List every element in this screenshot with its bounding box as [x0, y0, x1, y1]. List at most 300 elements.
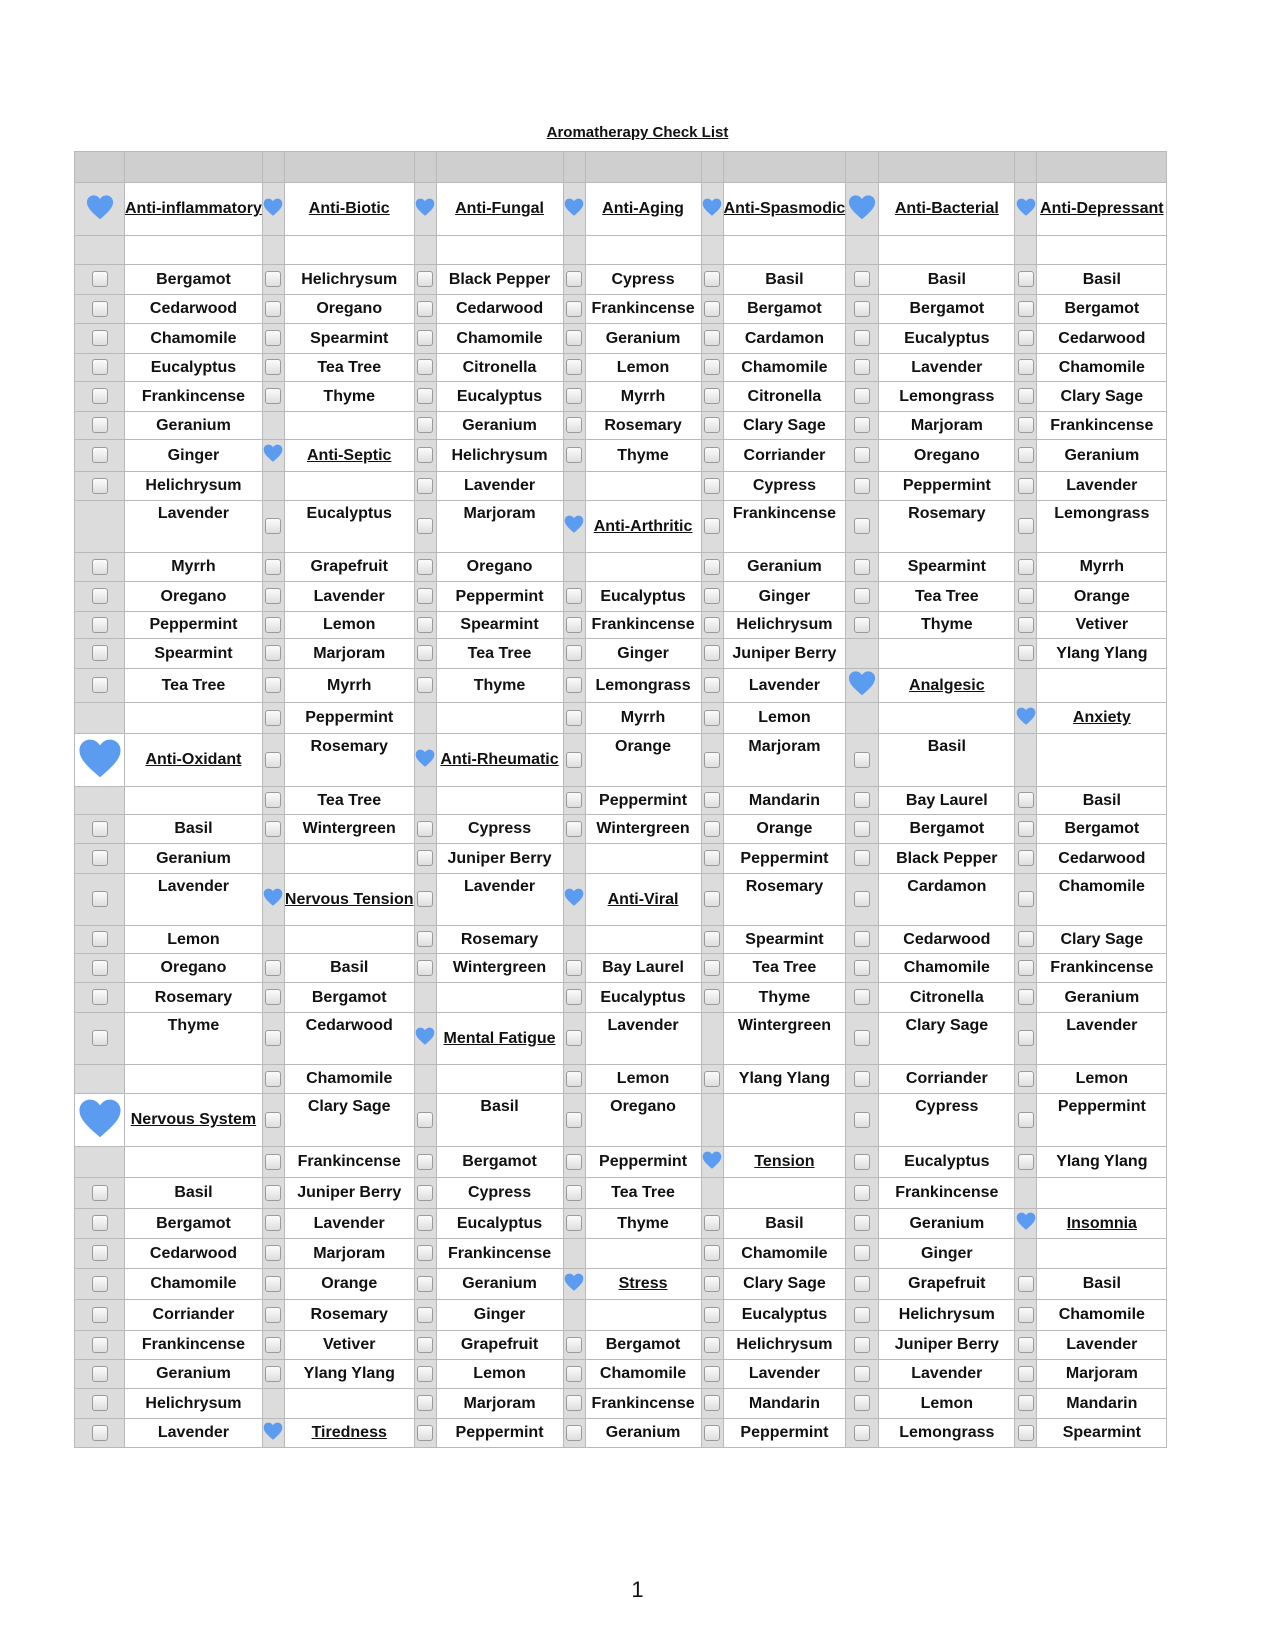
checkbox[interactable]: [1018, 1307, 1034, 1323]
checkbox[interactable]: [704, 330, 720, 346]
checkbox[interactable]: [854, 989, 870, 1005]
checkbox[interactable]: [1018, 617, 1034, 633]
checkbox[interactable]: [1018, 989, 1034, 1005]
checkbox-cell: [563, 669, 585, 703]
oil-name: Bergamot: [125, 265, 263, 295]
checkbox[interactable]: [265, 388, 281, 404]
empty-cell: [1037, 1178, 1167, 1209]
checkbox-cell: [75, 1013, 125, 1065]
checkbox[interactable]: [704, 1276, 720, 1292]
checkbox[interactable]: [854, 588, 870, 604]
checkbox[interactable]: [566, 1337, 582, 1353]
checkbox[interactable]: [417, 1245, 433, 1261]
checkbox[interactable]: [566, 645, 582, 661]
oil-name: Clary Sage: [1037, 926, 1167, 954]
empty-cell: [563, 1300, 585, 1331]
oil-name: Citronella: [879, 983, 1015, 1013]
checkbox[interactable]: [566, 989, 582, 1005]
table-row: [75, 1389, 1167, 1419]
checkbox[interactable]: [566, 301, 582, 317]
checkbox[interactable]: [92, 1245, 108, 1261]
oil-name: Eucalyptus: [125, 354, 263, 382]
checkbox[interactable]: [704, 478, 720, 494]
checkbox[interactable]: [265, 1307, 281, 1323]
checkbox[interactable]: [92, 478, 108, 494]
heart-icon: [848, 193, 876, 226]
checkbox[interactable]: [265, 330, 281, 346]
checkbox-cell: [563, 382, 585, 412]
oil-name: Ginger: [585, 639, 701, 669]
checkbox[interactable]: [92, 989, 108, 1005]
checkbox[interactable]: [566, 588, 582, 604]
checkbox[interactable]: [265, 710, 281, 726]
empty-cell: [262, 1389, 284, 1419]
checkbox[interactable]: [92, 645, 108, 661]
checkbox[interactable]: [265, 989, 281, 1005]
checkbox-cell: [414, 874, 436, 926]
checkbox[interactable]: [566, 1030, 582, 1046]
checkbox-cell: [846, 874, 879, 926]
checkbox[interactable]: [704, 617, 720, 633]
checkbox[interactable]: [566, 1185, 582, 1201]
checkbox[interactable]: [854, 850, 870, 866]
category-heart-cell: [563, 183, 585, 236]
checkbox[interactable]: [417, 1276, 433, 1292]
checkbox[interactable]: [265, 1276, 281, 1292]
checkbox[interactable]: [92, 301, 108, 317]
checkbox-cell: [414, 844, 436, 874]
oil-name: Cedarwood: [284, 1013, 414, 1065]
checkbox[interactable]: [1018, 960, 1034, 976]
table-row: [75, 926, 1167, 954]
checkbox-cell: [1015, 295, 1037, 324]
checkbox[interactable]: [265, 1185, 281, 1201]
checkbox[interactable]: [417, 559, 433, 575]
checkbox[interactable]: [417, 588, 433, 604]
checkbox[interactable]: [417, 271, 433, 287]
oil-name: Cedarwood: [436, 295, 563, 324]
checkbox[interactable]: [854, 1366, 870, 1382]
checkbox[interactable]: [417, 417, 433, 433]
checkbox[interactable]: [704, 1071, 720, 1087]
checkbox[interactable]: [566, 388, 582, 404]
checkbox[interactable]: [566, 1112, 582, 1128]
checkbox-cell: [1015, 324, 1037, 354]
checkbox[interactable]: [1018, 891, 1034, 907]
checkbox[interactable]: [854, 1215, 870, 1231]
checkbox-cell: [701, 582, 723, 612]
checkbox[interactable]: [854, 1425, 870, 1441]
checkbox[interactable]: [704, 1425, 720, 1441]
checkbox[interactable]: [704, 359, 720, 375]
category-heart-cell: [414, 734, 436, 787]
checkbox[interactable]: [417, 891, 433, 907]
checkbox[interactable]: [92, 850, 108, 866]
checkbox[interactable]: [92, 588, 108, 604]
checkbox[interactable]: [854, 1154, 870, 1170]
oil-name: Lemongrass: [585, 669, 701, 703]
oil-name: Marjoram: [436, 501, 563, 553]
checkbox[interactable]: [1018, 388, 1034, 404]
checkbox[interactable]: [1018, 588, 1034, 604]
checkbox[interactable]: [1018, 792, 1034, 808]
checkbox[interactable]: [704, 559, 720, 575]
oil-name: Tea Tree: [125, 669, 263, 703]
empty-cell: [563, 1239, 585, 1269]
checkbox[interactable]: [854, 792, 870, 808]
oil-name: Cedarwood: [1037, 324, 1167, 354]
checkbox[interactable]: [854, 1337, 870, 1353]
checkbox-cell: [414, 1419, 436, 1448]
checkbox[interactable]: [566, 792, 582, 808]
checkbox[interactable]: [92, 447, 108, 463]
oil-name: Spearmint: [1037, 1419, 1167, 1448]
checkbox[interactable]: [1018, 301, 1034, 317]
checkbox[interactable]: [566, 359, 582, 375]
checkbox[interactable]: [704, 645, 720, 661]
empty-cell: [414, 983, 436, 1013]
checkbox[interactable]: [265, 301, 281, 317]
band-cell: [262, 152, 284, 183]
checkbox[interactable]: [1018, 1395, 1034, 1411]
checkbox[interactable]: [92, 1215, 108, 1231]
checkbox[interactable]: [417, 1154, 433, 1170]
checkbox[interactable]: [566, 821, 582, 837]
checkbox[interactable]: [566, 1366, 582, 1382]
checkbox[interactable]: [1018, 1154, 1034, 1170]
checkbox[interactable]: [265, 821, 281, 837]
oil-name: Bergamot: [1037, 815, 1167, 844]
checkbox[interactable]: [854, 447, 870, 463]
heart-icon: [415, 197, 435, 222]
empty-cell: [701, 1178, 723, 1209]
oil-name: Geranium: [125, 412, 263, 440]
checkbox[interactable]: [704, 850, 720, 866]
checkbox[interactable]: [417, 447, 433, 463]
oil-name: Mandarin: [723, 787, 846, 815]
checkbox[interactable]: [1018, 478, 1034, 494]
checkbox[interactable]: [417, 388, 433, 404]
checkbox[interactable]: [566, 271, 582, 287]
checkbox-cell: [414, 954, 436, 983]
checkbox-cell: [1015, 954, 1037, 983]
checkbox-cell: [563, 1147, 585, 1178]
checkbox[interactable]: [92, 931, 108, 947]
checkbox[interactable]: [704, 271, 720, 287]
checkbox[interactable]: [704, 1395, 720, 1411]
empty-cell: [284, 236, 414, 265]
category-heart-cell: [262, 440, 284, 472]
checkbox[interactable]: [265, 752, 281, 768]
table-row: [75, 265, 1167, 295]
checkbox[interactable]: [566, 752, 582, 768]
checkbox[interactable]: [92, 960, 108, 976]
checkbox[interactable]: [92, 1337, 108, 1353]
heart-icon: [86, 193, 114, 226]
checkbox[interactable]: [566, 617, 582, 633]
checkbox[interactable]: [265, 960, 281, 976]
checkbox[interactable]: [1018, 1366, 1034, 1382]
checkbox[interactable]: [566, 1154, 582, 1170]
checkbox[interactable]: [704, 588, 720, 604]
checkbox[interactable]: [92, 891, 108, 907]
checkbox[interactable]: [704, 989, 720, 1005]
checkbox[interactable]: [566, 710, 582, 726]
checkbox[interactable]: [854, 931, 870, 947]
checkbox[interactable]: [1018, 330, 1034, 346]
checkbox[interactable]: [854, 960, 870, 976]
checkbox[interactable]: [1018, 1425, 1034, 1441]
checkbox[interactable]: [417, 960, 433, 976]
checkbox[interactable]: [854, 1185, 870, 1201]
checkbox[interactable]: [854, 1276, 870, 1292]
checkbox[interactable]: [265, 792, 281, 808]
checkbox[interactable]: [854, 388, 870, 404]
checkbox[interactable]: [417, 821, 433, 837]
oil-name: Bergamot: [284, 983, 414, 1013]
checkbox[interactable]: [854, 417, 870, 433]
checkbox[interactable]: [1018, 821, 1034, 837]
checkbox[interactable]: [92, 388, 108, 404]
checkbox[interactable]: [92, 559, 108, 575]
checkbox[interactable]: [417, 1112, 433, 1128]
checkbox[interactable]: [704, 417, 720, 433]
checkbox[interactable]: [854, 1030, 870, 1046]
checkbox-cell: [846, 983, 879, 1013]
checkbox[interactable]: [265, 588, 281, 604]
checkbox-cell: [701, 354, 723, 382]
checkbox-cell: [563, 787, 585, 815]
checkbox[interactable]: [704, 301, 720, 317]
oil-name: Citronella: [436, 354, 563, 382]
checkbox[interactable]: [854, 478, 870, 494]
checkbox[interactable]: [265, 1030, 281, 1046]
empty-cell: [414, 703, 436, 734]
checkbox[interactable]: [854, 1307, 870, 1323]
checkbox[interactable]: [704, 388, 720, 404]
checkbox[interactable]: [265, 645, 281, 661]
checkbox[interactable]: [417, 301, 433, 317]
checkbox[interactable]: [265, 1112, 281, 1128]
checkbox-cell: [846, 1269, 879, 1300]
checkbox[interactable]: [92, 821, 108, 837]
checkbox[interactable]: [265, 559, 281, 575]
checkbox[interactable]: [854, 559, 870, 575]
checkbox-cell: [262, 501, 284, 553]
checkbox[interactable]: [704, 518, 720, 534]
checkbox[interactable]: [854, 301, 870, 317]
checkbox[interactable]: [1018, 645, 1034, 661]
checkbox[interactable]: [566, 447, 582, 463]
checkbox[interactable]: [1018, 1030, 1034, 1046]
checkbox[interactable]: [92, 1276, 108, 1292]
checkbox[interactable]: [92, 1395, 108, 1411]
checkbox[interactable]: [417, 677, 433, 693]
oil-name: Cardamon: [879, 874, 1015, 926]
oil-name: Peppermint: [585, 787, 701, 815]
checkbox-cell: [846, 926, 879, 954]
category-heading: Anxiety: [1037, 703, 1167, 734]
category-heart-cell: [701, 183, 723, 236]
checkbox[interactable]: [854, 1112, 870, 1128]
checkbox[interactable]: [854, 518, 870, 534]
checkbox[interactable]: [265, 677, 281, 693]
checkbox-cell: [75, 501, 125, 553]
checkbox[interactable]: [417, 1425, 433, 1441]
checkbox[interactable]: [566, 677, 582, 693]
checkbox[interactable]: [704, 1307, 720, 1323]
checkbox[interactable]: [417, 518, 433, 534]
checkbox[interactable]: [92, 417, 108, 433]
checkbox[interactable]: [704, 752, 720, 768]
oil-name: Basil: [879, 734, 1015, 787]
checkbox[interactable]: [417, 359, 433, 375]
checkbox[interactable]: [566, 330, 582, 346]
checkbox[interactable]: [417, 1215, 433, 1231]
checkbox[interactable]: [854, 330, 870, 346]
checkbox[interactable]: [704, 447, 720, 463]
checkbox-cell: [75, 440, 125, 472]
checkbox[interactable]: [1018, 1112, 1034, 1128]
checkbox[interactable]: [92, 1307, 108, 1323]
checkbox[interactable]: [704, 1215, 720, 1231]
checkbox[interactable]: [854, 752, 870, 768]
oil-name: Peppermint: [879, 472, 1015, 501]
checkbox[interactable]: [704, 821, 720, 837]
checkbox-cell: [75, 1178, 125, 1209]
checkbox[interactable]: [265, 1337, 281, 1353]
checkbox[interactable]: [566, 1215, 582, 1231]
empty-cell: [414, 236, 436, 265]
checkbox[interactable]: [265, 1154, 281, 1170]
checkbox[interactable]: [1018, 447, 1034, 463]
checkbox[interactable]: [417, 617, 433, 633]
checkbox-cell: [846, 582, 879, 612]
checkbox[interactable]: [704, 960, 720, 976]
oil-name: Rosemary: [284, 734, 414, 787]
checkbox[interactable]: [854, 359, 870, 375]
checkbox[interactable]: [417, 478, 433, 494]
checkbox-cell: [701, 1360, 723, 1389]
checkbox[interactable]: [1018, 359, 1034, 375]
checkbox[interactable]: [704, 1366, 720, 1382]
checkbox[interactable]: [265, 617, 281, 633]
checkbox[interactable]: [1018, 931, 1034, 947]
checkbox[interactable]: [854, 271, 870, 287]
checkbox-cell: [701, 1300, 723, 1331]
checkbox[interactable]: [854, 1245, 870, 1261]
checkbox[interactable]: [417, 1366, 433, 1382]
checkbox[interactable]: [704, 891, 720, 907]
checkbox[interactable]: [1018, 1276, 1034, 1292]
checkbox-cell: [262, 1147, 284, 1178]
checkbox[interactable]: [566, 1071, 582, 1087]
checkbox[interactable]: [1018, 518, 1034, 534]
checkbox[interactable]: [704, 677, 720, 693]
oil-name: Eucalyptus: [879, 1147, 1015, 1178]
checkbox[interactable]: [1018, 850, 1034, 866]
checkbox[interactable]: [566, 1395, 582, 1411]
empty-cell: [284, 412, 414, 440]
checkbox[interactable]: [265, 518, 281, 534]
category-heading: Anti-Arthritic: [585, 501, 701, 553]
checkbox[interactable]: [417, 1307, 433, 1323]
checkbox[interactable]: [417, 1337, 433, 1353]
checkbox[interactable]: [92, 330, 108, 346]
checkbox[interactable]: [854, 1071, 870, 1087]
checkbox[interactable]: [92, 1425, 108, 1441]
checkbox[interactable]: [1018, 559, 1034, 575]
oil-name: Cypress: [723, 472, 846, 501]
checkbox-cell: [846, 1013, 879, 1065]
checkbox[interactable]: [92, 1366, 108, 1382]
checkbox[interactable]: [417, 931, 433, 947]
checkbox[interactable]: [704, 1245, 720, 1261]
checkbox-cell: [701, 639, 723, 669]
checkbox[interactable]: [1018, 1071, 1034, 1087]
checkbox[interactable]: [265, 359, 281, 375]
checkbox[interactable]: [1018, 1337, 1034, 1353]
band-cell: [414, 152, 436, 183]
checkbox[interactable]: [92, 617, 108, 633]
checkbox[interactable]: [417, 330, 433, 346]
checkbox[interactable]: [265, 271, 281, 287]
checkbox[interactable]: [265, 1071, 281, 1087]
checkbox[interactable]: [854, 1395, 870, 1411]
checkbox[interactable]: [1018, 271, 1034, 287]
checkbox[interactable]: [417, 850, 433, 866]
checkbox[interactable]: [566, 417, 582, 433]
oil-name: Geranium: [585, 324, 701, 354]
checkbox[interactable]: [92, 1030, 108, 1046]
checkbox[interactable]: [1018, 417, 1034, 433]
checkbox[interactable]: [92, 1185, 108, 1201]
checkbox[interactable]: [417, 1185, 433, 1201]
checkbox-cell: [846, 1147, 879, 1178]
checkbox[interactable]: [704, 1337, 720, 1353]
oil-name: Chamomile: [1037, 354, 1167, 382]
checkbox[interactable]: [854, 891, 870, 907]
checkbox-cell: [563, 1209, 585, 1239]
table-row: [75, 1360, 1167, 1389]
checkbox[interactable]: [704, 792, 720, 808]
checkbox[interactable]: [854, 617, 870, 633]
checkbox[interactable]: [566, 1425, 582, 1441]
checkbox[interactable]: [704, 931, 720, 947]
table-row: [75, 1209, 1167, 1239]
checkbox[interactable]: [92, 271, 108, 287]
band-cell: [723, 152, 846, 183]
checkbox[interactable]: [265, 1366, 281, 1382]
checkbox[interactable]: [92, 677, 108, 693]
checkbox[interactable]: [417, 645, 433, 661]
checkbox[interactable]: [704, 710, 720, 726]
checkbox-cell: [75, 354, 125, 382]
checkbox[interactable]: [566, 960, 582, 976]
checkbox-cell: [75, 1331, 125, 1360]
checkbox-cell: [414, 612, 436, 639]
checkbox-cell: [75, 1389, 125, 1419]
oil-name: Eucalyptus: [436, 382, 563, 412]
empty-cell: [563, 236, 585, 265]
checkbox[interactable]: [265, 1245, 281, 1261]
oil-name: Lemongrass: [1037, 501, 1167, 553]
checkbox[interactable]: [854, 821, 870, 837]
checkbox[interactable]: [265, 1215, 281, 1231]
checkbox[interactable]: [92, 359, 108, 375]
checkbox[interactable]: [417, 1395, 433, 1411]
checkbox-cell: [414, 501, 436, 553]
